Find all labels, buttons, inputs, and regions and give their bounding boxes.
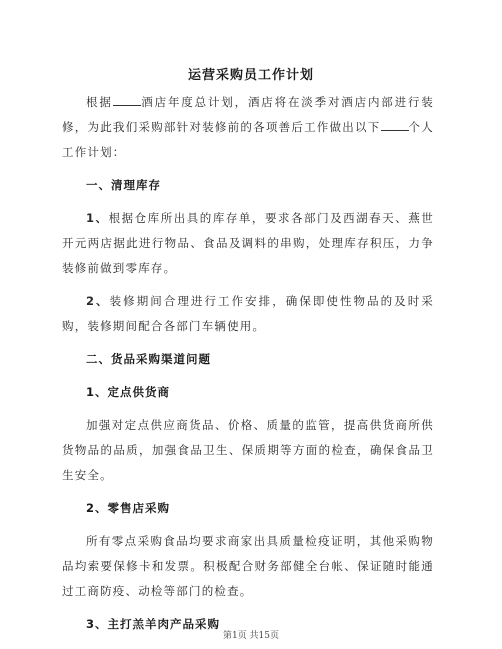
item-text: 装修期间合理进行工作安排，确保即使性物品的及时采购，装修期间配合各部门车辆使用。 <box>62 294 434 333</box>
page-number-footer: 第1页 共15页 <box>222 631 280 641</box>
section-heading: 一、清理库存 <box>86 178 161 192</box>
intro-text-2: 酒店年度总计划，酒店将在淡季对酒店内部进行装修，为此我们采购部针对装修前的各项善后工作做出以下 <box>62 95 434 134</box>
item-number: 1、 <box>86 211 109 225</box>
intro-paragraph <box>62 90 434 165</box>
subsection-heading: 2、零售店采购 <box>86 501 171 515</box>
subsection-heading: 1、定点供货商 <box>86 385 171 399</box>
intro-text-3: 个人工作计划： <box>62 120 434 159</box>
fill-blank <box>113 93 141 106</box>
document-title: 运营采购员工作计划 <box>187 68 314 83</box>
section-item <box>62 206 434 281</box>
intro-text-1: 根据 <box>86 95 113 109</box>
fill-blank <box>381 118 409 131</box>
subsection-text: 所有零点采购食品均要求商家出具质量检疫证明，其他采购物品均索要保修卡和发票。积极配合财务部健全台帐、保证随时能通过工商防疫、动检等部门的检查。 <box>62 534 434 598</box>
subsection-text: 加强对定点供应商货品、价格、质量的监管，提高供货商所供货物品的品质，加强食品卫生、保质期等方面的检查，确保食品卫生安全。 <box>62 418 434 482</box>
section-heading: 二、货品采购渠道问题 <box>86 352 211 366</box>
subsection-heading: 3、主打羔羊肉产品采购 <box>86 617 221 631</box>
item-number: 2、 <box>86 294 110 308</box>
section-item <box>62 289 434 339</box>
document-body <box>62 90 434 645</box>
item-text: 根据仓库所出具的库存单，要求各部门及西湖春天、燕世开元两店据此进行物品、食品及调料的串购，处理库存积压，力争装修前做到零库存。 <box>62 211 435 275</box>
